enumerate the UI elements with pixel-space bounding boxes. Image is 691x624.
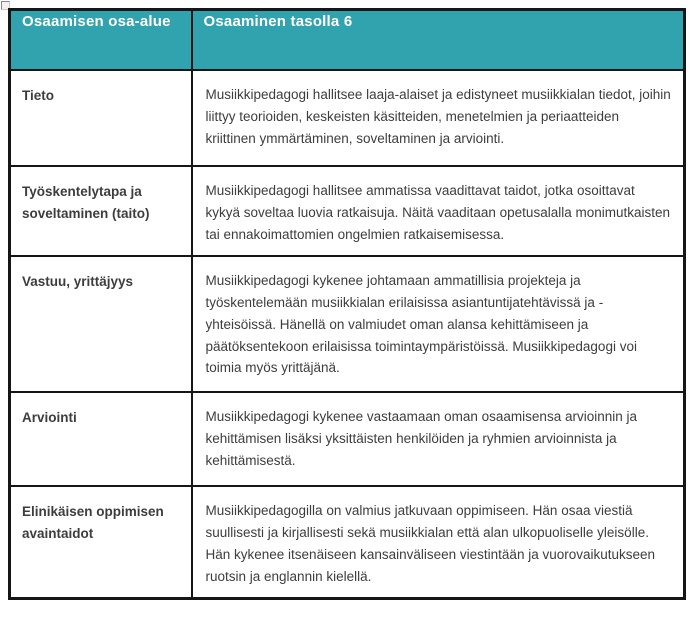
row-area-label: Tieto — [10, 70, 192, 166]
table-row — [10, 166, 685, 256]
table-header-row — [10, 10, 685, 71]
row-description: Musiikkipedagogi hallitsee ammatissa vaadittavat taidot, jotka osoittavat kykyä soveltaa luovia ratkaisuja. Näitä vaaditaan opetusalalla monimutkaisten tai ennakoimattomien ongelmien ratkaisemisessa. — [192, 166, 685, 256]
row-description: Musiikkipedagogilla on valmius jatkuvaan oppimiseen. Hän osaa viestiä suullisesti ja kirjallisesti sekä musiikkialan että alan ulkopuoliselle yleisölle. Hän kykenee itsenäiseen kansainväliseen viestintään ja vuorovaikutukseen ruotsin ja englannin kielellä. — [192, 486, 685, 598]
table-row — [10, 392, 685, 486]
table-row — [10, 70, 685, 166]
row-area-label: Vastuu, yrittäjyys — [10, 256, 192, 392]
header-cell-area: Osaamisen osa-alue — [10, 10, 192, 71]
table-row — [10, 486, 685, 598]
header-cell-level: Osaaminen tasolla 6 — [192, 10, 685, 71]
row-area-label: Elinikäisen oppimisen avaintaidot — [10, 486, 192, 598]
row-area-label: Arviointi — [10, 392, 192, 486]
competence-table — [8, 8, 686, 600]
row-area-label: Työskentelytapa ja soveltaminen (taito) — [10, 166, 192, 256]
table-row — [10, 256, 685, 392]
row-description: Musiikkipedagogi kykenee vastaamaan oman osaamisensa arvioinnin ja kehittämisen lisäksi yksittäisten henkilöiden ja ryhmien arvioinnista ja kehittämisestä. — [192, 392, 685, 486]
row-description: Musiikkipedagogi kykenee johtamaan ammatillisia projekteja ja työskentelemään musiikkialan erilaisissa asiantuntijatehtävissä ja -yhteisöissä. Hänellä on valmiudet oman alansa kehittämiseen ja päätöksentekoon erilaisissa toimintaympäristöissä. Musiikkipedagogi voi toimia myös yrittäjänä. — [192, 256, 685, 392]
row-description: Musiikkipedagogi hallitsee laaja-alaiset ja edistyneet musiikkialan tiedot, joihin liittyy teorioiden, keskeisten käsitteiden, menetelmien ja periaatteiden kriittinen ymmärtäminen, soveltaminen ja arviointi. — [192, 70, 685, 166]
